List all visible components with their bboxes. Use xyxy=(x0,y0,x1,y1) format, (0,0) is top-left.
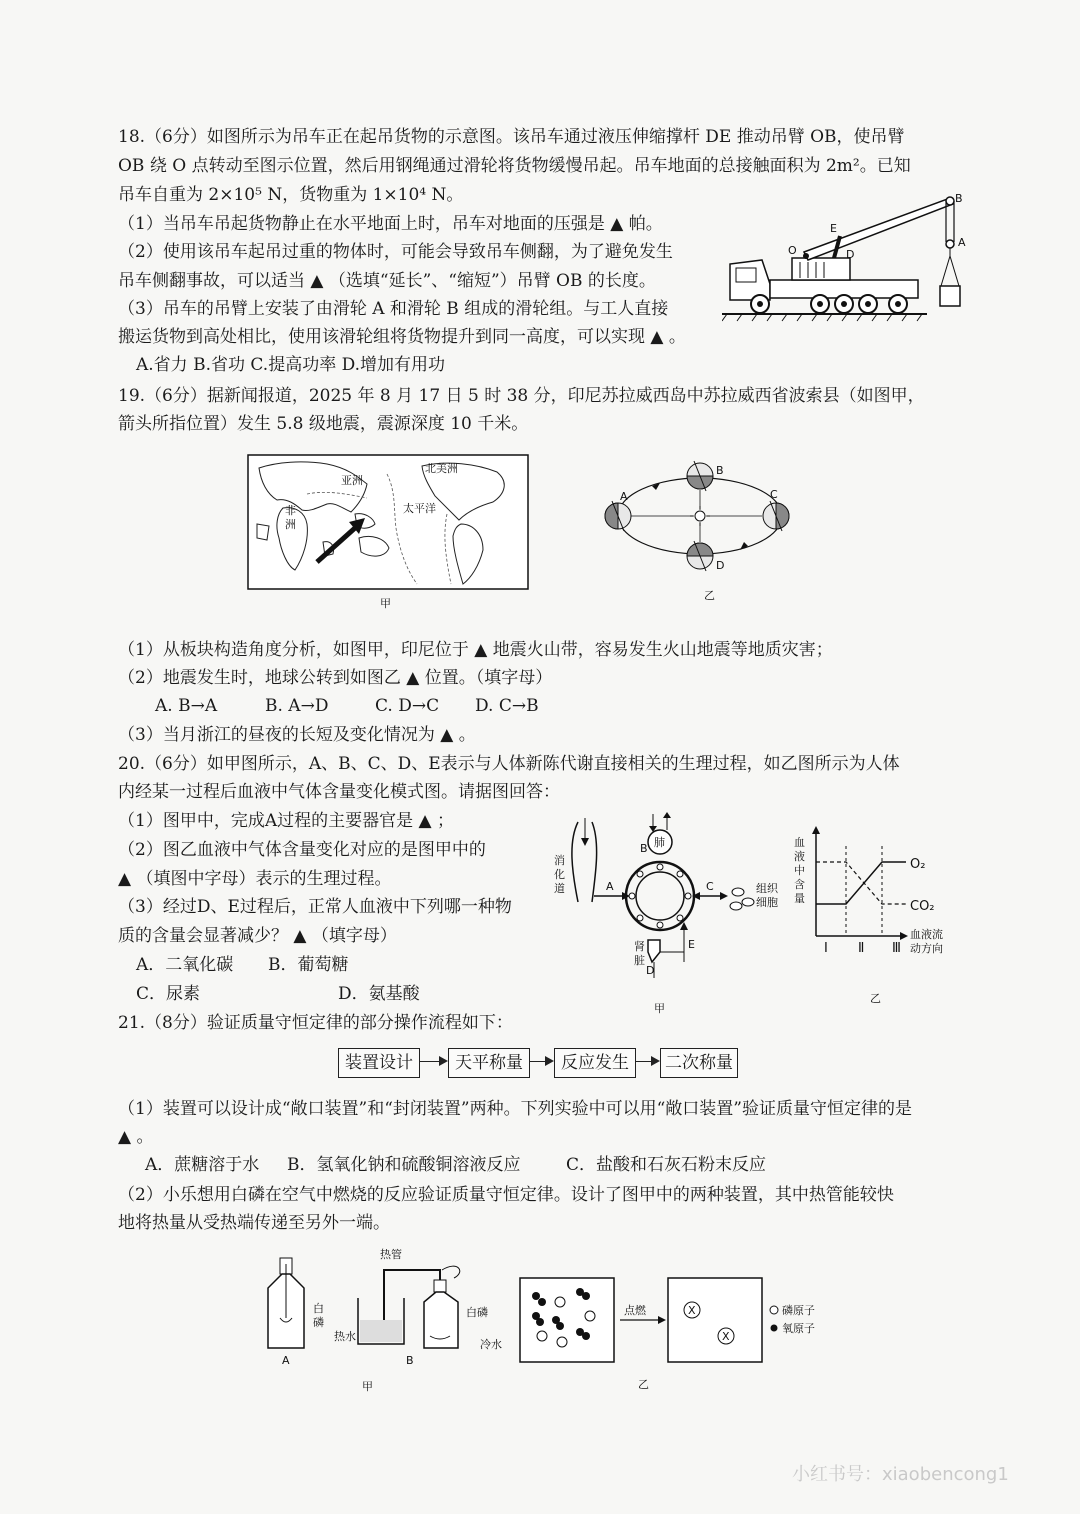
fig-label-kidney-1: 肾 xyxy=(634,940,645,953)
graph-tick-1: Ⅰ xyxy=(824,941,828,956)
fig-label-digestive-1: 消 xyxy=(554,854,565,867)
apparatus-a-label-wp2: 磷 xyxy=(313,1316,324,1329)
q20-sub3-cont: 质的含量会显著减少？ ▲ （填字母） xyxy=(118,926,397,946)
orbit-label-d: D xyxy=(716,559,725,572)
q21-sub2: （2）小乐想用白磷在空气中燃烧的反应验证质量守恒定律。设计了图甲中的两种装置，其中热管能较快 xyxy=(118,1185,894,1205)
fig-label-a: A xyxy=(606,880,614,893)
particle-figure xyxy=(518,1276,848,1392)
watermark: 小红书号：xiaobencong1 xyxy=(792,1464,1009,1485)
graph-o2-label: O₂ xyxy=(910,857,926,872)
orbit-label-a: A xyxy=(620,490,628,503)
flow-arrow-2 xyxy=(530,1061,552,1062)
graph-co2-label: CO₂ xyxy=(910,899,935,914)
apparatus-a-label-wp1: 白 xyxy=(313,1302,324,1315)
graph-xlabel-2: 动方向 xyxy=(910,942,943,955)
legend-phosphorus: 磷原子 xyxy=(782,1304,815,1317)
q18-sub2-cont: 吊车侧翻事故，可以适当 ▲ （选填“延长”、“缩短”）吊臂 OB 的长度。 xyxy=(118,271,656,291)
graph-xlabel-1: 血液流 xyxy=(910,928,943,941)
particle-caption: 乙 xyxy=(638,1378,649,1391)
q20-sub1: （1）图甲中，完成A过程的主要器官是 ▲ ； xyxy=(118,811,454,831)
q19-sub2: （2）地震发生时，地球公转到如图乙 ▲ 位置。（填字母） xyxy=(118,668,553,688)
fig-label-tissue-2: 细胞 xyxy=(756,896,778,909)
orbit-label-b: B xyxy=(716,464,724,477)
q20-option-a: A．二氧化碳 xyxy=(136,955,234,975)
apparatus-heatpipe-label: 热管 xyxy=(380,1248,402,1261)
q19-line2: 箭头所指位置）发生 5.8 级地震，震源深度 10 千米。 xyxy=(118,414,529,434)
q20-sub3: （3）经过D、E过程后，正常人血液中下列哪一种物 xyxy=(118,897,512,917)
crane-label-e: E xyxy=(830,222,837,235)
q19-option-d: D. C→B xyxy=(475,696,539,716)
orbit-figure xyxy=(600,456,805,606)
fig-label-tissue-1: 组织 xyxy=(756,882,778,895)
q20-line2: 内经某一过程后血液中气体含量变化模式图。请据图回答： xyxy=(118,782,560,802)
q21-sub1-blank: ▲ 。 xyxy=(118,1127,154,1147)
fig-label-b: B xyxy=(640,842,648,855)
q19-sub3: （3）当月浙江的昼夜的长短及变化情况为 ▲ 。 xyxy=(118,725,476,745)
map-label-africa-2: 洲 xyxy=(285,518,296,531)
world-map-figure xyxy=(247,454,532,614)
apparatus-hot-water-label: 热水 xyxy=(334,1330,356,1343)
legend-oxygen: 氧原子 xyxy=(782,1322,815,1335)
map-label-pacific: 太平洋 xyxy=(403,502,436,515)
graph-ylabel-3: 中 xyxy=(794,864,805,877)
q19-option-c: C. D→C xyxy=(375,696,440,716)
q18-sub2: （2）使用该吊车起吊过重的物体时，可能会导致吊车侧翻，为了避免发生 xyxy=(118,242,673,262)
map-caption: 甲 xyxy=(380,597,391,610)
graph-ylabel-4: 含 xyxy=(794,878,805,891)
particle-x-1: X xyxy=(688,1304,696,1317)
q21-line1: 21.（8分）验证质量守恒定律的部分操作流程如下： xyxy=(118,1013,513,1033)
orbit-label-c: C xyxy=(770,488,778,501)
particle-ignite-label: 点燃 xyxy=(624,1304,646,1317)
crane-figure xyxy=(722,188,972,328)
map-label-north-america: 北美洲 xyxy=(425,462,458,475)
flow-arrow-3 xyxy=(636,1061,658,1062)
fig-label-d: D xyxy=(646,964,655,977)
q19-option-b: B. A→D xyxy=(265,696,329,716)
circulation-figure xyxy=(548,812,788,1022)
q19-option-a: A. B→A xyxy=(155,696,218,716)
gas-graph-figure xyxy=(786,826,976,1006)
fig-label-kidney-2: 脏 xyxy=(634,954,645,967)
flow-step-4: 二次称量 xyxy=(660,1048,738,1078)
apparatus-cold-water-label: 冷水 xyxy=(480,1338,502,1351)
circulation-caption: 甲 xyxy=(654,1002,665,1015)
crane-label-o: O xyxy=(788,244,797,257)
apparatus-b-label-wp: 白磷 xyxy=(466,1306,488,1319)
apparatus-caption: 甲 xyxy=(362,1380,373,1393)
q18-line2: OB 绕 O 点转动至图示位置，然后用钢绳通过滑轮将货物缓慢吊起。吊车地面的总接触面积为 2m²。已知 xyxy=(118,156,911,176)
fig-label-digestive-2: 化 xyxy=(554,868,565,881)
map-label-africa-1: 非 xyxy=(285,504,296,517)
q21-option-c: C．盐酸和石灰石粉末反应 xyxy=(566,1155,767,1175)
q18-sub3-cont: 搬运货物到高处相比，使用该滑轮组将货物提升到同一高度，可以实现 ▲ 。 xyxy=(118,327,686,347)
apparatus-b-caption: B xyxy=(406,1354,414,1367)
q18-sub1: （1）当吊车吊起货物静止在水平地面上时，吊车对地面的压强是 ▲ 帕。 xyxy=(118,214,663,234)
q18-options: A.省力 B.省功 C.提高功率 D.增加有用功 xyxy=(136,355,446,375)
q18-sub3: （3）吊车的吊臂上安装了由滑轮 A 和滑轮 B 组成的滑轮组。与工人直接 xyxy=(118,299,669,319)
crane-label-a: A xyxy=(958,236,966,249)
q20-option-b: B．葡萄糖 xyxy=(268,955,349,975)
q20-line1: 20.（6分）如甲图所示，A、B、C、D、E表示与人体新陈代谢直接相关的生理过程，如乙图所示为人体 xyxy=(118,754,900,774)
crane-label-d: D xyxy=(846,248,855,261)
graph-tick-2: Ⅱ xyxy=(858,941,865,956)
graph-tick-3: Ⅲ xyxy=(892,941,901,956)
q21-sub1: （1）装置可以设计成“敞口装置”和“封闭装置”两种。下列实验中可以用“敞口装置”验证质量守恒定律的是 xyxy=(118,1099,912,1119)
q21-option-a: A．蔗糖溶于水 xyxy=(145,1155,260,1175)
fig-label-digestive-3: 道 xyxy=(554,882,565,895)
graph-caption: 乙 xyxy=(870,992,881,1005)
apparatus-a-caption: A xyxy=(282,1354,290,1367)
graph-ylabel-2: 液 xyxy=(794,850,805,863)
q20-sub2: （2）图乙血液中气体含量变化对应的是图甲中的 xyxy=(118,840,486,860)
q20-sub2-cont: ▲ （填图中字母）表示的生理过程。 xyxy=(118,869,392,889)
fig-label-e: E xyxy=(688,938,695,951)
apparatus-figure xyxy=(258,1244,523,1394)
flow-step-1: 装置设计 xyxy=(338,1048,420,1078)
crane-label-b: B xyxy=(955,192,963,205)
fig-label-c: C xyxy=(706,880,714,893)
orbit-caption: 乙 xyxy=(704,589,715,602)
q19-sub1: （1）从板块构造角度分析，如图甲，印尼位于 ▲ 地震火山带，容易发生火山地震等地质灾害； xyxy=(118,640,833,660)
flow-step-3: 反应发生 xyxy=(554,1048,636,1078)
q21-sub2-cont: 地将热量从受热端传递至另外一端。 xyxy=(118,1213,390,1233)
flow-step-2: 天平称量 xyxy=(448,1048,530,1078)
fig-label-lung: 肺 xyxy=(654,836,665,849)
graph-ylabel-1: 血 xyxy=(794,836,805,849)
q20-option-c: C．尿素 xyxy=(136,984,201,1004)
particle-x-2: X xyxy=(722,1330,730,1343)
q19-line1: 19.（6分）据新闻报道，2025 年 8 月 17 日 5 时 38 分，印尼苏拉威西岛中苏拉威西省波索县（如图甲， xyxy=(118,386,925,406)
q18-line1: 18.（6分）如图所示为吊车正在起吊货物的示意图。该吊车通过液压伸缩撑杆 DE 推动吊臂 OB，使吊臂 xyxy=(118,127,905,147)
q20-option-d: D．氨基酸 xyxy=(338,984,420,1004)
map-label-asia: 亚洲 xyxy=(341,474,363,487)
graph-ylabel-5: 量 xyxy=(794,892,805,905)
flow-arrow-1 xyxy=(420,1061,446,1062)
q18-line3: 吊车自重为 2×10⁵ N，货物重为 1×10⁴ N。 xyxy=(118,185,464,205)
q21-option-b: B．氢氧化钠和硫酸铜溶液反应 xyxy=(287,1155,521,1175)
